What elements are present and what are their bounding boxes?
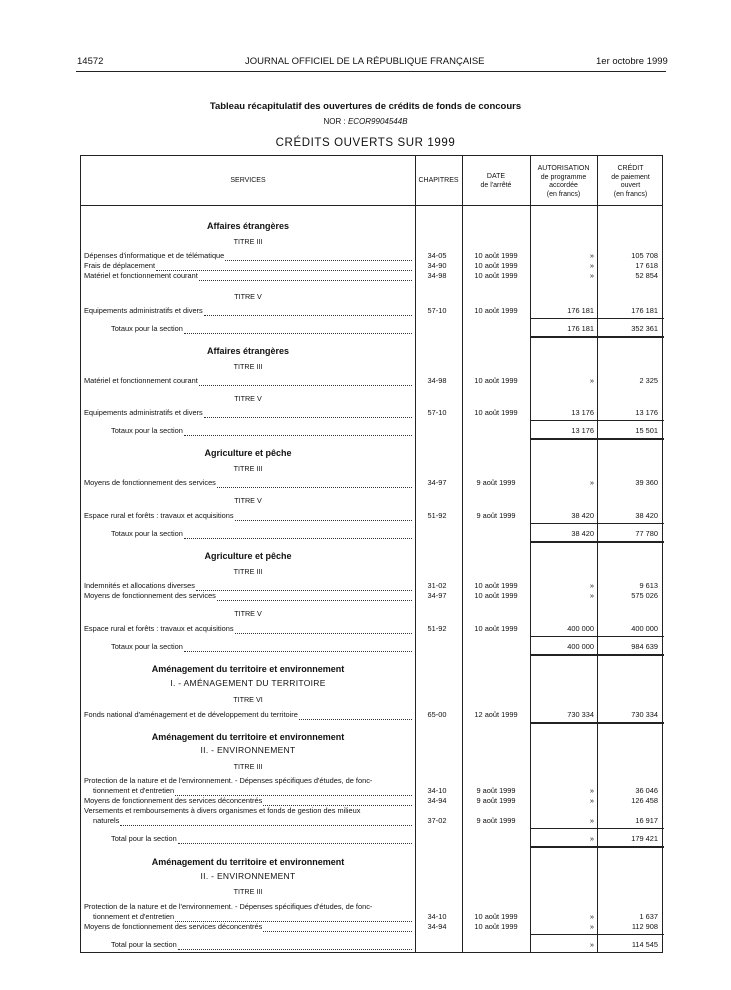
titre-label: TITRE V: [234, 496, 262, 505]
table-row: [81, 624, 662, 634]
row-cp: 575 026: [631, 591, 658, 600]
titre-label: TITRE V: [234, 609, 262, 618]
row-label: Matériel et fonctionnement courant: [84, 376, 198, 385]
total-ap: 13 176: [571, 426, 594, 435]
total-ap: 176 181: [567, 324, 594, 333]
total-row: [81, 324, 662, 334]
section-title: Agriculture et pêche: [204, 551, 292, 561]
row-date: 10 août 1999: [474, 271, 518, 280]
table-row: [81, 796, 662, 806]
col-header-services: SERVICES: [230, 177, 266, 184]
table-row: [81, 591, 662, 601]
col-header-ap-l2: de programme: [540, 173, 587, 181]
total-cp: 77 780: [635, 529, 658, 538]
row-ap: »: [589, 922, 594, 931]
row-date: 9 août 1999: [476, 786, 516, 795]
row-ap: »: [589, 376, 594, 385]
col-header-cp: [597, 165, 664, 199]
row-ap: 13 176: [571, 408, 594, 417]
row-date: 10 août 1999: [474, 591, 518, 600]
row-cp: 112 908: [631, 922, 658, 931]
titre-label: TITRE III: [233, 887, 263, 896]
total-rule: [530, 722, 664, 724]
row-cp: 16 917: [635, 816, 658, 825]
row-date: 10 août 1999: [474, 922, 518, 931]
col-header-cp-l2: de paiement: [611, 173, 650, 181]
total-cp: 114 545: [631, 940, 658, 949]
row-label: naturels: [93, 816, 120, 825]
row-label: Moyens de fonctionnement des services: [84, 591, 216, 600]
subtotal-rule: [530, 318, 664, 319]
total-label: Totaux pour la section: [111, 426, 183, 435]
table-row: [81, 776, 662, 786]
row-cp: 105 708: [631, 251, 658, 260]
row-ap: »: [589, 786, 594, 795]
row-label: Moyens de fonctionnement des services déconcentrés: [84, 796, 263, 805]
row-date: 9 août 1999: [476, 478, 516, 487]
row-ap: »: [589, 581, 594, 590]
table-row: [81, 306, 662, 316]
row-ap: 176 181: [567, 306, 594, 315]
titre-label: TITRE III: [233, 362, 263, 371]
total-row: [81, 529, 662, 539]
row-label: Protection de la nature et de l'environnement. - Dépenses spécifiques d'études, de fonc-: [84, 902, 373, 911]
row-chapitre: 57-10: [427, 306, 447, 315]
row-ap: »: [589, 912, 594, 921]
subtotal-rule: [530, 934, 664, 935]
titre-label: TITRE III: [233, 762, 263, 771]
table-row: [81, 806, 662, 816]
subtotal-rule: [530, 523, 664, 524]
nor-label: NOR :: [323, 117, 346, 126]
total-row: [81, 426, 662, 436]
row-ap: 400 000: [567, 624, 594, 633]
row-cp: 17 618: [635, 261, 658, 270]
total-ap: 38 420: [571, 529, 594, 538]
row-date: 10 août 1999: [474, 624, 518, 633]
col-header-cp-l1: CRÉDIT: [617, 165, 644, 172]
total-label: Totaux pour la section: [111, 642, 183, 651]
subtotal-rule: [530, 828, 664, 829]
section-title: Aménagement du territoire et environnement: [151, 664, 345, 674]
row-chapitre: 34-97: [427, 591, 447, 600]
table-row: [81, 922, 662, 932]
row-label: Equipements administratifs et divers: [84, 306, 203, 315]
row-label: Frais de déplacement: [84, 261, 156, 270]
row-label: Protection de la nature et de l'environnement. - Dépenses spécifiques d'études, de fonc-: [84, 776, 373, 785]
table-row: [81, 408, 662, 418]
table-row: [81, 816, 662, 826]
total-label: Totaux pour la section: [111, 324, 183, 333]
subtotal-rule: [530, 636, 664, 637]
row-date: 12 août 1999: [474, 710, 518, 719]
row-date: 10 août 1999: [474, 408, 518, 417]
row-chapitre: 57-10: [427, 408, 447, 417]
total-ap: »: [589, 834, 594, 843]
titre-label: TITRE V: [234, 394, 262, 403]
total-ap: 400 000: [567, 642, 594, 651]
row-label: Moyens de fonctionnement des services déconcentrés: [84, 922, 263, 931]
row-date: 9 août 1999: [476, 796, 516, 805]
total-rule: [530, 438, 664, 440]
section-title: Agriculture et pêche: [204, 448, 292, 458]
row-date: 10 août 1999: [474, 251, 518, 260]
row-ap: »: [589, 251, 594, 260]
header-bottom-line: [81, 205, 662, 206]
row-label: Indemnités et allocations diverses: [84, 581, 195, 590]
row-label: Espace rural et forêts : travaux et acquisitions: [84, 624, 234, 633]
total-row: [81, 940, 662, 950]
page-date: 1er octobre 1999: [596, 56, 668, 67]
total-label: Total pour la section: [111, 940, 177, 949]
row-cp: 176 181: [631, 306, 658, 315]
col-header-date-l2: de l'arrêté: [480, 181, 512, 189]
total-label: Totaux pour la section: [111, 529, 183, 538]
titre-label: TITRE VI: [233, 695, 263, 704]
section-title: Aménagement du territoire et environnement: [151, 732, 345, 742]
table-row: [81, 786, 662, 796]
table-row: [81, 251, 662, 261]
total-cp: 179 421: [631, 834, 658, 843]
total-row: [81, 834, 662, 844]
total-ap: »: [589, 940, 594, 949]
row-date: 9 août 1999: [476, 816, 516, 825]
row-chapitre: 37-02: [427, 816, 447, 825]
row-label: Matériel et fonctionnement courant: [84, 271, 198, 280]
page-number: 14572: [77, 56, 104, 67]
titre-label: TITRE III: [233, 237, 263, 246]
row-ap: »: [589, 591, 594, 600]
total-cp: 352 361: [631, 324, 658, 333]
row-chapitre: 34-10: [427, 786, 447, 795]
table-row: [81, 710, 662, 720]
nor-reference: [0, 117, 731, 126]
total-rule: [530, 846, 664, 848]
row-cp: 2 325: [639, 376, 658, 385]
row-chapitre: 34-94: [427, 796, 447, 805]
col-header-ap-l3: accordée: [549, 182, 578, 189]
row-cp: 36 046: [635, 786, 658, 795]
row-ap: »: [589, 261, 594, 270]
table-row: [81, 511, 662, 521]
row-date: 10 août 1999: [474, 912, 518, 921]
col-header-ap-l4: (en francs): [546, 190, 581, 198]
row-label: tionnement et d'entretien: [93, 786, 175, 795]
row-cp: 9 613: [639, 581, 658, 590]
table-row: [81, 261, 662, 271]
row-label: Fonds national d'aménagement et de développement du territoire: [84, 710, 298, 719]
row-chapitre: 34-05: [427, 251, 447, 260]
titre-label: TITRE III: [233, 464, 263, 473]
row-label: tionnement et d'entretien: [93, 912, 175, 921]
credits-table: [80, 155, 663, 953]
col-header-chapitres: CHAPITRES: [418, 177, 459, 184]
row-cp: 13 176: [635, 408, 658, 417]
row-chapitre: 31-02: [427, 581, 447, 590]
section-title: Aménagement du territoire et environnement: [151, 857, 345, 867]
row-chapitre: 34-98: [427, 271, 447, 280]
row-chapitre: 34-97: [427, 478, 447, 487]
titre-label: TITRE V: [234, 292, 262, 301]
table-row: [81, 478, 662, 488]
col-header-ap: [530, 165, 597, 199]
row-cp: 52 854: [635, 271, 658, 280]
total-rule: [530, 336, 664, 338]
row-chapitre: 34-10: [427, 912, 447, 921]
row-chapitre: 34-94: [427, 922, 447, 931]
col-header-ap-l1: AUTORISATION: [537, 165, 590, 172]
row-label: Moyens de fonctionnement des services: [84, 478, 216, 487]
row-chapitre: 34-98: [427, 376, 447, 385]
section-title: Affaires étrangères: [206, 346, 290, 356]
row-date: 10 août 1999: [474, 306, 518, 315]
col-header-date: [462, 173, 530, 190]
section-subtitle: II. - ENVIRONNEMENT: [200, 871, 296, 881]
row-ap: 730 334: [567, 710, 594, 719]
row-date: 10 août 1999: [474, 376, 518, 385]
row-date: 10 août 1999: [474, 581, 518, 590]
subtotal-rule: [530, 420, 664, 421]
row-chapitre: 65-00: [427, 710, 447, 719]
row-ap: »: [589, 796, 594, 805]
section-title: Affaires étrangères: [206, 221, 290, 231]
row-ap: »: [589, 816, 594, 825]
journal-title: JOURNAL OFFICIEL DE LA RÉPUBLIQUE FRANÇAISE: [245, 56, 485, 67]
table-row: [81, 581, 662, 591]
row-date: 9 août 1999: [476, 511, 516, 520]
row-cp: 1 637: [639, 912, 658, 921]
table-row: [81, 912, 662, 922]
total-cp: 15 501: [635, 426, 658, 435]
header-rule: [76, 71, 666, 72]
row-chapitre: 51-92: [427, 624, 447, 633]
row-cp: 400 000: [631, 624, 658, 633]
row-cp: 38 420: [635, 511, 658, 520]
row-chapitre: 51-92: [427, 511, 447, 520]
total-row: [81, 642, 662, 652]
row-label: Versements et remboursements à divers organismes et fonds de gestion des milieux: [84, 806, 361, 815]
row-cp: 126 458: [631, 796, 658, 805]
section-subtitle: II. - ENVIRONNEMENT: [200, 745, 296, 755]
row-ap: 38 420: [571, 511, 594, 520]
total-cp: 984 639: [631, 642, 658, 651]
table-subtitle: CRÉDITS OUVERTS SUR 1999: [275, 137, 456, 149]
row-chapitre: 34-90: [427, 261, 447, 270]
nor-value: ECOR9904544B: [347, 117, 408, 126]
table-row: [81, 902, 662, 912]
table-row: [81, 271, 662, 281]
row-ap: »: [589, 271, 594, 280]
total-label: Total pour la section: [111, 834, 177, 843]
document-title: Tableau récapitulatif des ouvertures de crédits de fonds de concours: [209, 101, 522, 112]
row-ap: »: [589, 478, 594, 487]
col-header-cp-l4: (en francs): [613, 190, 648, 198]
col-header-date-l1: DATE: [486, 173, 506, 180]
row-cp: 730 334: [631, 710, 658, 719]
col-header-cp-l3: ouvert: [620, 182, 641, 189]
row-label: Dépenses d'informatique et de télématique: [84, 251, 225, 260]
row-date: 10 août 1999: [474, 261, 518, 270]
table-row: [81, 376, 662, 386]
section-subtitle: I. - AMÉNAGEMENT DU TERRITOIRE: [170, 678, 326, 688]
total-rule: [530, 654, 664, 656]
row-label: Equipements administratifs et divers: [84, 408, 203, 417]
total-rule: [530, 541, 664, 543]
titre-label: TITRE III: [233, 567, 263, 576]
row-label: Espace rural et forêts : travaux et acquisitions: [84, 511, 234, 520]
row-cp: 39 360: [635, 478, 658, 487]
